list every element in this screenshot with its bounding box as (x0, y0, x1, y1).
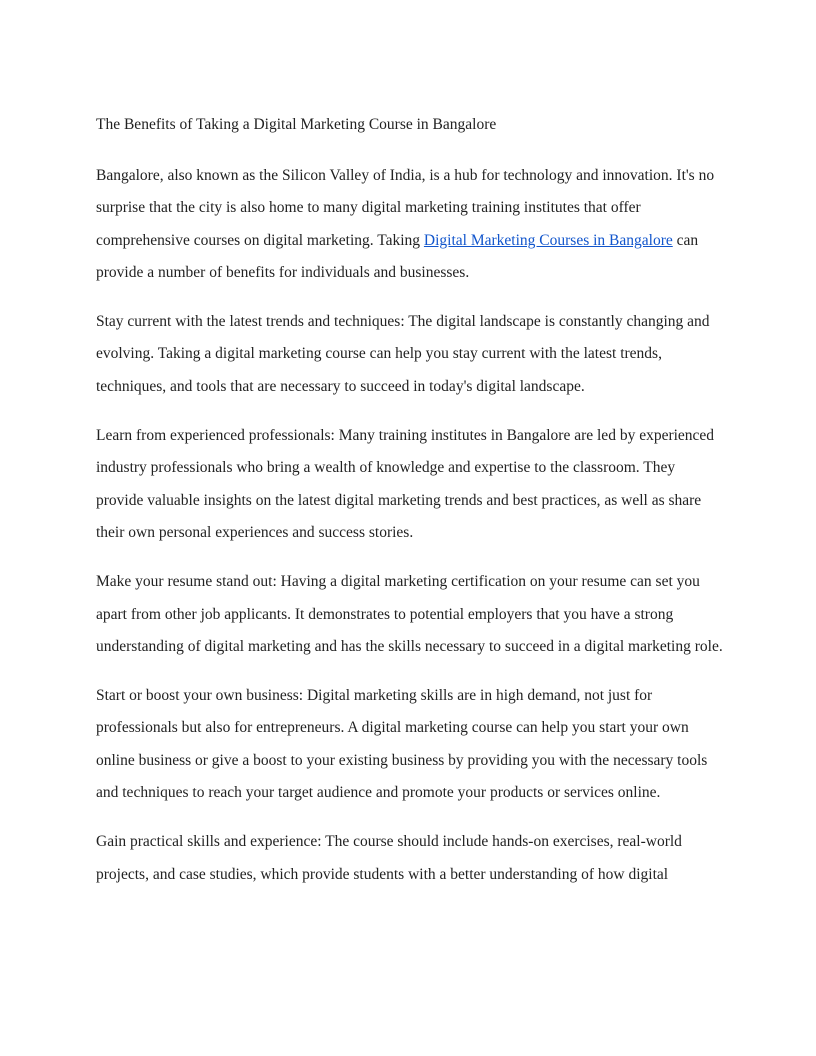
intro-text-before-link: Bangalore, also known as the Silicon Valley of India, is a hub for technology and innovation. It's no surprise that the city is also home to many digital marketing training institutes that offer comprehensive courses on digital marketing. Taking (96, 167, 715, 249)
paragraph-resume-stand-out: Make your resume stand out: Having a digital marketing certification on your resume can set you apart from other job applicants. It demonstrates to potential employers that you have a strong understanding of digital marketing and has the skills necessary to succeed in a digital marketing role. (96, 573, 723, 655)
intro-text-after-link: can provide a number of benefits for individuals and businesses. (96, 231, 699, 281)
document-title: The Benefits of Taking a Digital Marketing Course in Bangalore (96, 116, 497, 133)
intro-paragraph (96, 160, 726, 289)
paragraph-boost-business: Start or boost your own business: Digital marketing skills are in high demand, not just for professionals but also for entrepreneurs. A digital marketing course can help you start your own online business or give a boost to your existing business by providing you with the necessary tools and techniques to reach your target audience and promote your products or services online. (96, 687, 708, 802)
document-page (96, 112, 726, 908)
paragraph-learn-from-professionals: Learn from experienced professionals: Many training institutes in Bangalore are led by experienced industry professionals who bring a wealth of knowledge and expertise to the classroom. They provide valuable insights on the latest digital marketing trends and best practices, as well as share their own personal experiences and success stories. (96, 427, 715, 541)
paragraph-practical-skills: Gain practical skills and experience: The course should include hands-on exercises, real-world projects, and case studies, which provide students with a better understanding of how digital (96, 833, 682, 883)
digital-marketing-courses-link[interactable]: Digital Marketing Courses in Bangalore (423, 231, 673, 249)
paragraph-stay-current: Stay current with the latest trends and techniques: The digital landscape is constantly changing and evolving. Taking a digital marketing course can help you stay current with the latest trends, techniques, and tools that are necessary to succeed in today's digital landscape. (96, 313, 710, 395)
